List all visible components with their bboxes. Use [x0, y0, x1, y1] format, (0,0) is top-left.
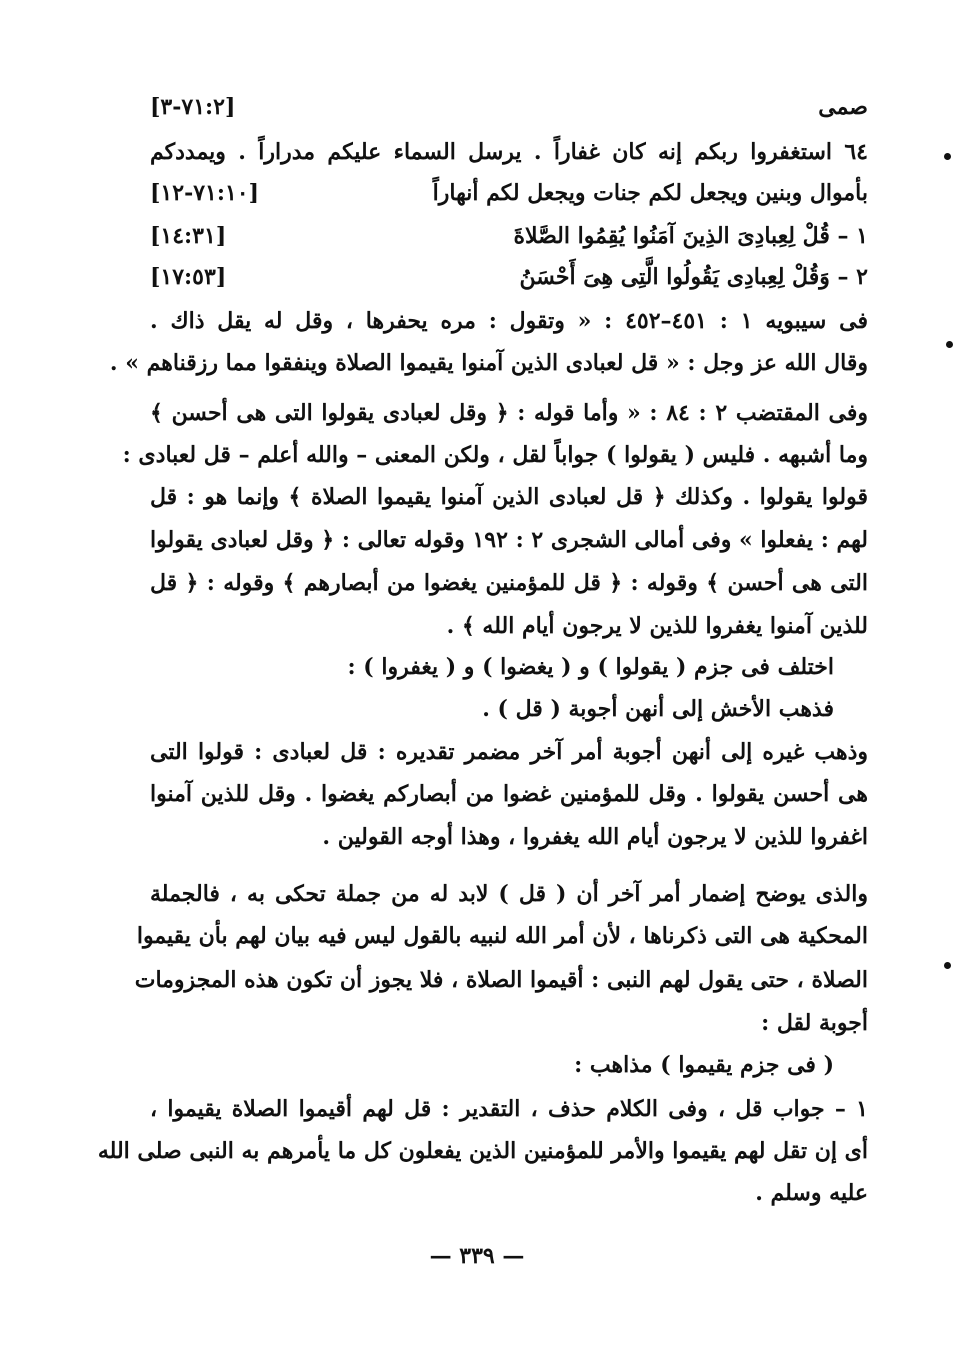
text-line: ( فى جزم يقيموا ) مذاهب :: [574, 1052, 834, 1078]
text-line: ٢ – وَقُلْ لِعِبادِى يَقُولُوا الَّتِى هِىَ أَحْسَنُ: [519, 264, 868, 290]
text-line: ١ – قُلْ لِعِبادِىَ الذِينَ آمَنُوا يُقِمُوا الصَّلاةَ: [513, 223, 868, 249]
text-line: أى إن تقل لهم يقيموا والأمر للمؤمنين الذين يفعلون كل ما يأمرهم به النبى صلى الله: [97, 1138, 868, 1164]
margin-dot: [944, 153, 951, 160]
text-line: فى سيبويه ١ : ٤٥١–٤٥٢ : « وتقول : مره يحفرها ، وقل له يقل ذاك .: [150, 308, 868, 334]
text-line: اغفروا للذين لا يرجون أيام الله يغفروا ، وهذا أوجه القولين .: [322, 824, 868, 850]
text-line: بأموال وبنين ويجعل لكم جنات ويجعل لكم أنهاراً: [432, 180, 868, 206]
header-ref: [٧١:٢-٣]: [150, 94, 236, 120]
text-line: المحكية هى التى ذكرناها ، لأن أمر الله لنبيه بالقول ليس فيه بيان لهم بأن يقيموا: [136, 923, 868, 949]
text-line: ٦٤ استغفروا ربكم إنه كان غفاراً . يرسل السماء عليكم مدراراً . ويمددكم: [150, 139, 868, 165]
margin-dot: [944, 962, 951, 969]
text-line: ١ – جواب قل ، وفى الكلام حذف ، التقدير : قل لهم أقيموا الصلاة يقيموا ،: [150, 1096, 868, 1122]
text-line-with-ref: [150, 178, 868, 208]
verse-ref: [٧١:١٠-١٢]: [150, 180, 260, 206]
text-line: هى أحسن يقولوا . وقل للمؤمنين غضوا من أبصاركم يغضوا . وقل للذين آمنوا: [150, 781, 868, 807]
text-line-with-ref: [150, 221, 868, 251]
text-line: فذهب الأخش إلى أنهن أجوبة ( قل ) .: [482, 696, 834, 722]
text-line: عليه وسلم .: [755, 1180, 868, 1206]
text-line: وفى المقتضب ٢ : ٨٤ : « وأما قوله : ﴿ وقل لعبادى يقولوا التى هى أحسن ﴾: [150, 400, 868, 426]
text-line-with-ref: [150, 262, 868, 292]
text-line: وقال الله عز وجل : « قل لعبادى الذين آمنوا يقيموا الصلاة وينفقوا مما رزقناهم » .: [109, 350, 868, 376]
text-line: للذين آمنوا يغفروا للذين لا يرجون أيام الله ﴾ .: [446, 613, 868, 639]
text-line: التى هى أحسن ﴾ وقوله : ﴿ قل للمؤمنين يغضوا من أبصارهم ﴾ وقوله : ﴿ قل: [150, 570, 868, 596]
text-line: أجوبة لقل :: [761, 1010, 868, 1036]
header-word: صمى: [818, 94, 868, 120]
verse-ref: [١٤:٣١]: [150, 223, 227, 249]
text-line: اختلف فى جزم ( يقولوا ) و ( يغضوا ) و ( يغفروا ) :: [347, 654, 834, 680]
text-line: وما أشبهه . فليس ( يقولوا ) جواباً لقل ، ولكن المعنى – والله أعلم – قل لعبادى :: [122, 442, 868, 468]
text-line: قولوا يقولوا . وكذلك ﴿ قل لعبادى الذين آمنوا يقيموا الصلاة ﴾ وإنما هو : قل: [150, 484, 868, 510]
page-number: — ٣٣٩ —: [429, 1243, 525, 1269]
text-line: لهم : يفعلوا » وفى أمالى الشجرى ٢ : ١٩٢ وقوله تعالى : ﴿ وقل لعبادى يقولوا: [150, 527, 868, 553]
text-line: الصلاة ، حتى يقول لهم النبى : أقيموا الصلاة ، فلا يجوز أن تكون هذه المجزومات: [134, 967, 868, 993]
verse-ref: [١٧:٥٣]: [150, 264, 227, 290]
margin-dot: [946, 341, 953, 348]
text-line: والذى يوضح إضمار أمر آخر أن ( قل ) لابد له من جملة تحكى به ، فالجملة: [150, 881, 868, 907]
page-header: [150, 92, 868, 122]
text-line: وذهب غيره إلى أنهن أجوبة أمر آخر مضمر تقديره : قل لعبادى : قولوا التى: [150, 739, 868, 765]
